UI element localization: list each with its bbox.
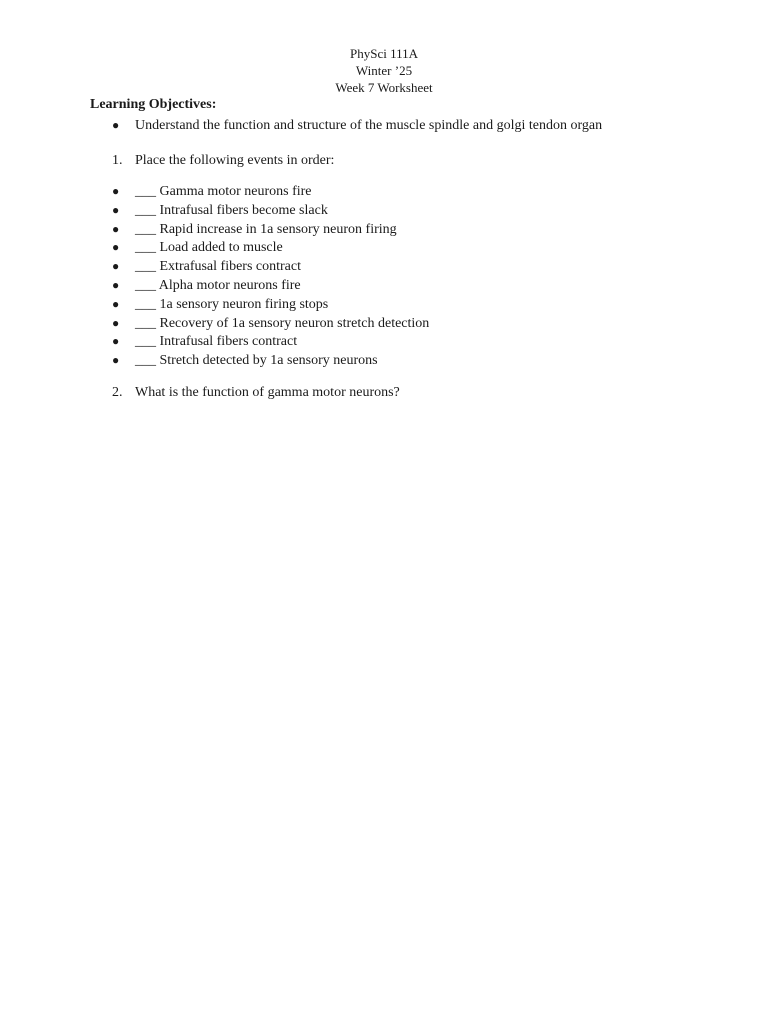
bullet-icon: ●	[112, 334, 120, 349]
event-text: Load added to muscle	[159, 240, 283, 256]
list-item	[112, 201, 429, 220]
bullet-icon: ●	[112, 118, 120, 132]
bullet-icon: ●	[112, 259, 120, 274]
event-text: 1a sensory neuron firing stops	[159, 296, 329, 312]
list-item	[112, 332, 429, 351]
answer-blank[interactable]: ___	[135, 221, 156, 237]
question-text: What is the function of gamma motor neurons?	[135, 385, 400, 400]
event-text: Extrafusal fibers contract	[159, 259, 301, 275]
bullet-icon: ●	[112, 240, 120, 255]
answer-blank[interactable]: ___	[135, 334, 156, 350]
answer-blank[interactable]: ___	[135, 315, 156, 331]
objective-item	[112, 116, 602, 135]
objective-text: Understand the function and structure of the muscle spindle and golgi tendon organ	[135, 118, 603, 133]
answer-blank[interactable]: ___	[135, 240, 156, 256]
event-text: Alpha motor neurons fire	[158, 277, 301, 293]
list-item	[112, 295, 429, 314]
bullet-icon: ●	[112, 202, 120, 217]
bullet-icon: ●	[112, 353, 120, 368]
question-2	[112, 384, 400, 402]
question-1	[112, 152, 334, 170]
list-item	[112, 276, 429, 295]
list-item	[112, 351, 429, 370]
answer-blank[interactable]: ___	[135, 184, 156, 199]
bullet-icon: ●	[112, 296, 120, 311]
worksheet-title: Week 7 Worksheet	[335, 80, 433, 95]
event-text: Intrafusal fibers contract	[159, 334, 298, 350]
bullet-icon: ●	[112, 315, 120, 330]
event-text: Gamma motor neurons fire	[159, 184, 312, 199]
question-text: Place the following events in order:	[135, 153, 335, 168]
answer-blank[interactable]: ___	[135, 202, 156, 218]
event-list	[112, 182, 429, 370]
learning-objectives-heading: Learning Objectives:	[90, 97, 217, 112]
list-item	[112, 314, 429, 333]
answer-blank[interactable]: ___	[135, 353, 156, 369]
list-item	[112, 238, 429, 257]
event-text: Rapid increase in 1a sensory neuron firing	[159, 221, 397, 237]
event-text: Recovery of 1a sensory neuron stretch detection	[159, 315, 430, 331]
worksheet-header	[0, 45, 768, 96]
list-item	[112, 257, 429, 276]
course-name: PhySci 111A	[349, 46, 418, 61]
bullet-icon: ●	[112, 184, 120, 198]
answer-blank[interactable]: ___	[135, 259, 156, 275]
bullet-icon: ●	[112, 221, 120, 236]
question-number: 1.	[112, 153, 123, 168]
question-number: 2.	[112, 385, 123, 400]
event-text: Stretch detected by 1a sensory neurons	[159, 353, 378, 369]
answer-blank[interactable]: ___	[135, 277, 156, 293]
list-item	[112, 220, 429, 239]
term-label: Winter ’25	[355, 63, 413, 78]
bullet-icon: ●	[112, 277, 120, 292]
event-text: Intrafusal fibers become slack	[159, 202, 328, 218]
answer-blank[interactable]: ___	[135, 296, 156, 312]
list-item	[112, 182, 429, 201]
